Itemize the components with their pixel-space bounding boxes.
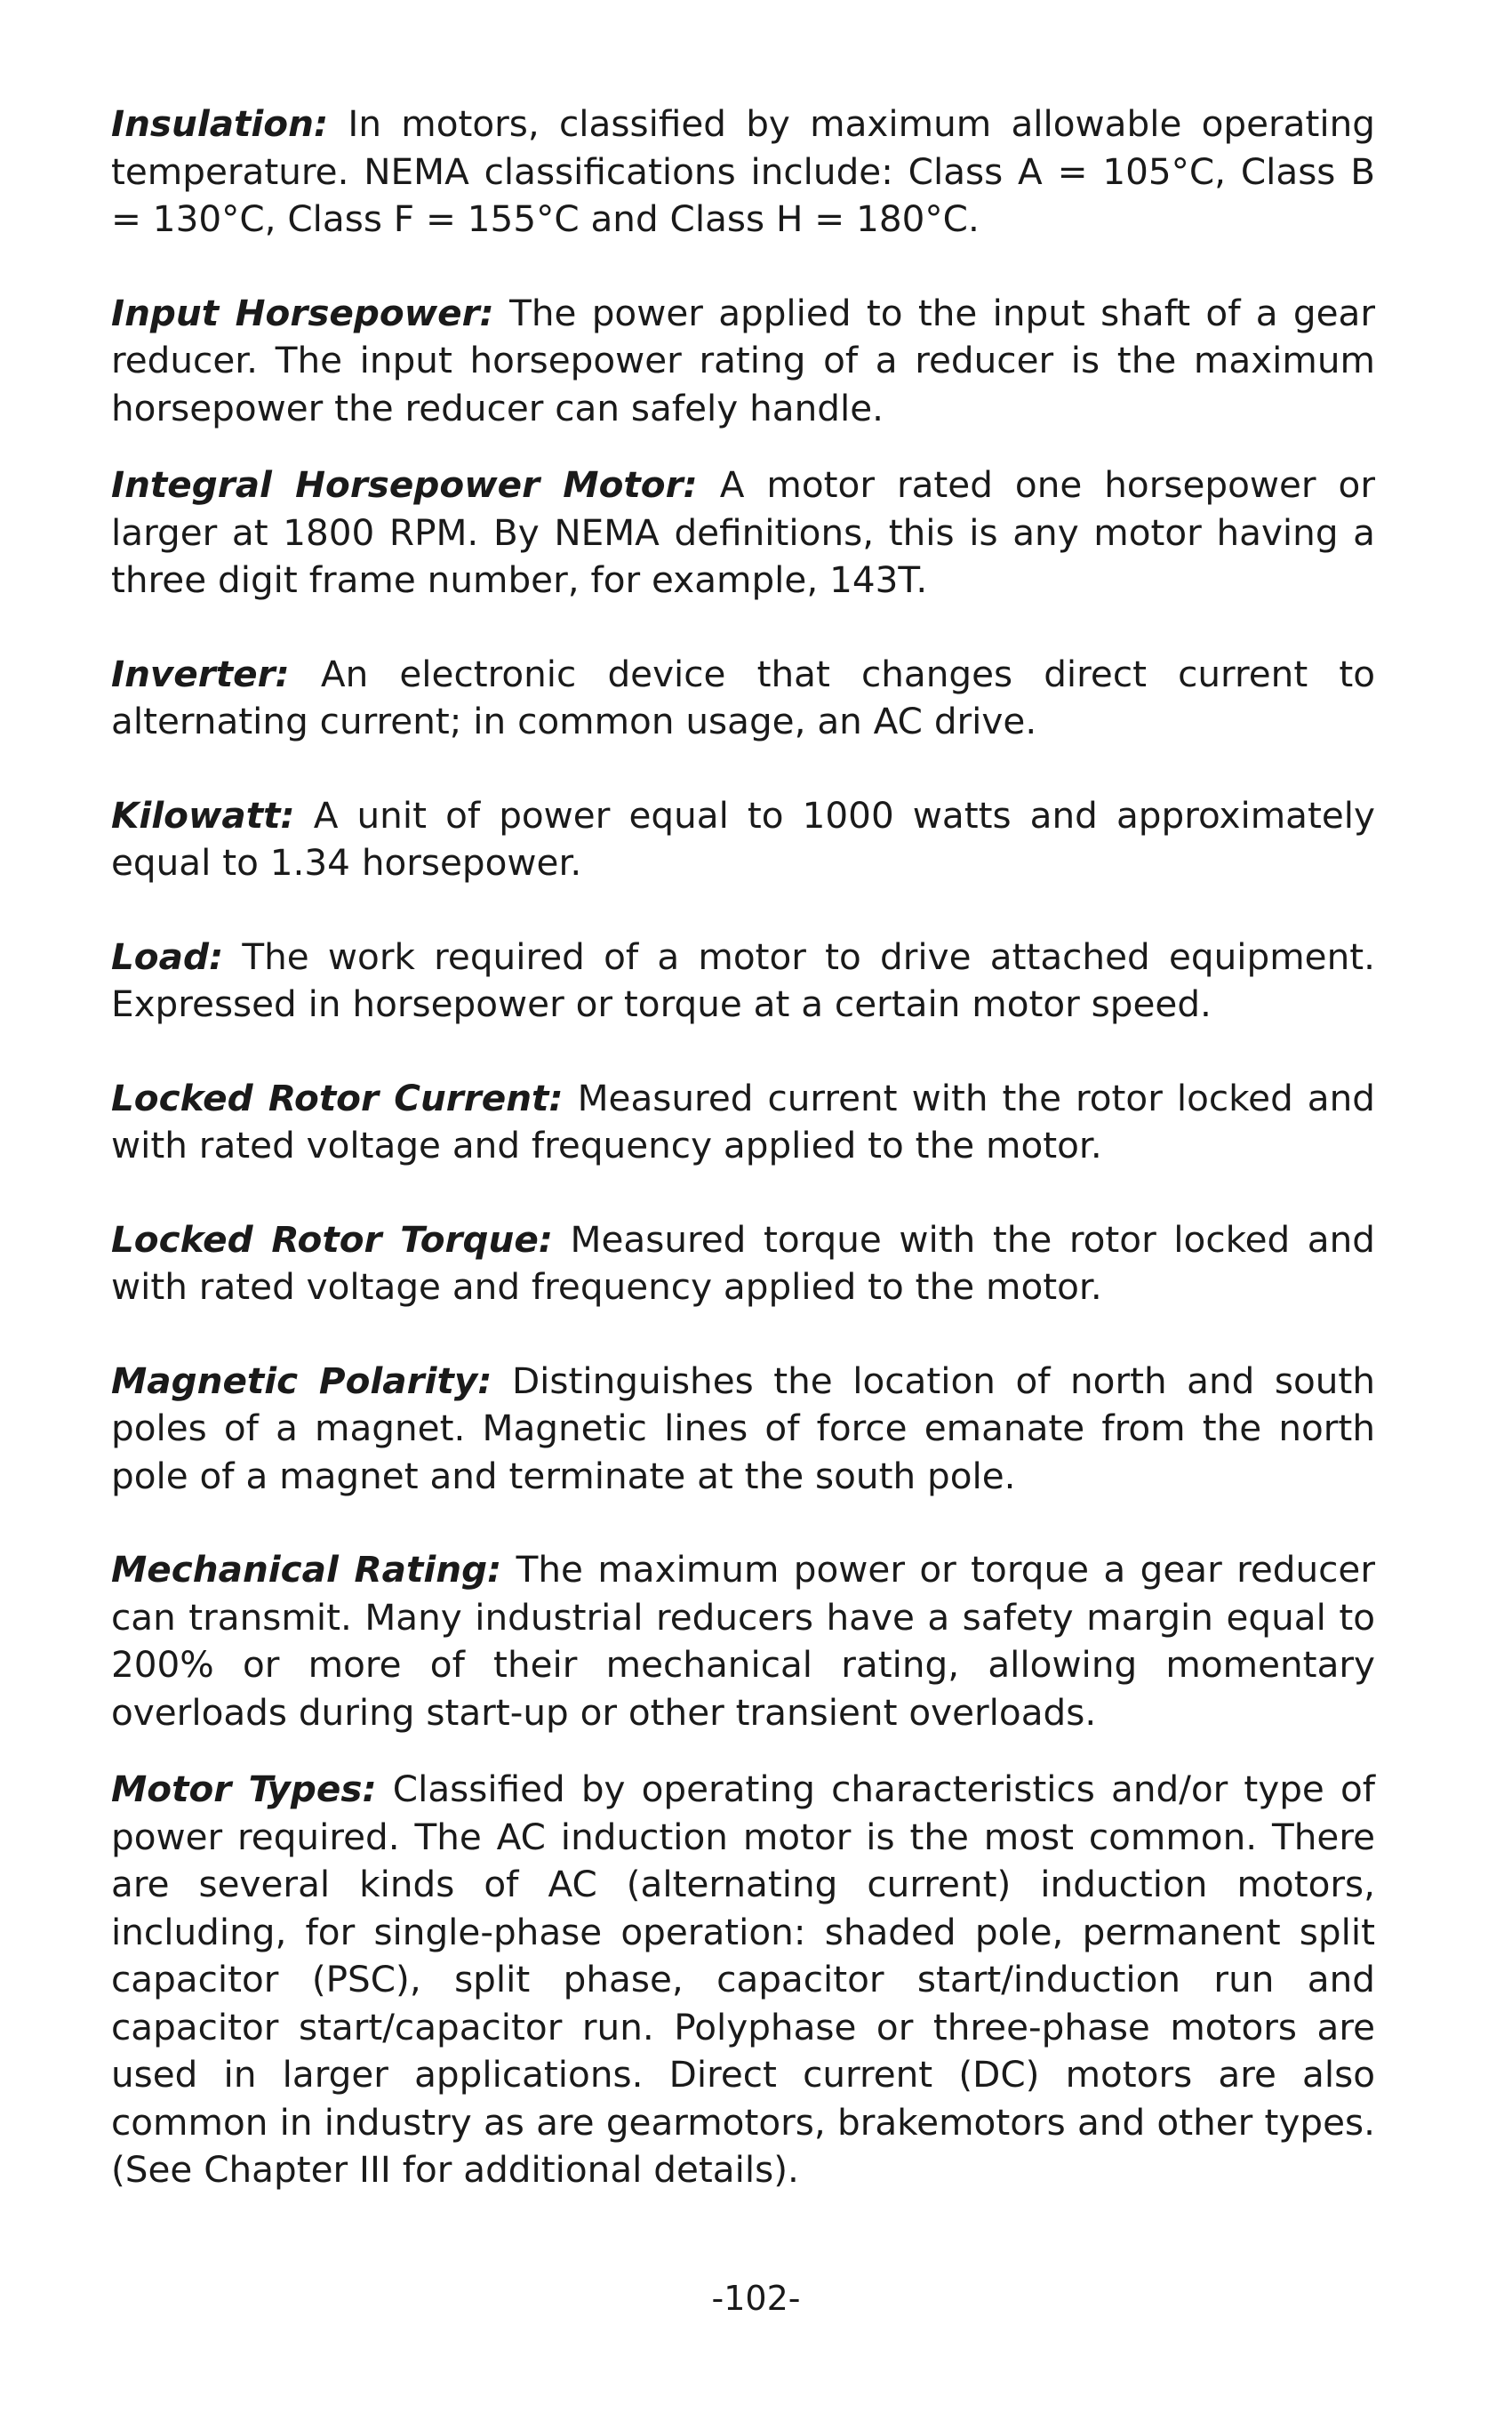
glossary-entry-locked-rotor-current xyxy=(111,1075,1375,1170)
glossary-term: Locked Rotor Torque: xyxy=(111,1217,553,1261)
glossary-entry-mechanical-rating xyxy=(111,1546,1375,1736)
glossary-definition: A unit of power equal to 1000 watts and approximately equal to 1.34 horsepower. xyxy=(111,793,1375,884)
glossary-definition: Measured current with the rotor locked and with rated voltage and frequency applied to the motor. xyxy=(111,1076,1376,1166)
glossary-entry-integral-horsepower-motor xyxy=(111,461,1375,605)
glossary-term: Magnetic Polarity: xyxy=(111,1359,492,1402)
glossary-term: Motor Types: xyxy=(111,1768,377,1810)
glossary-entry-kilowatt xyxy=(111,792,1375,887)
glossary-definition: The work required of a motor to drive attached equipment. Expressed in horsepower or torque at a certain motor speed. xyxy=(111,934,1375,1025)
glossary-term: Insulation: xyxy=(111,102,329,145)
glossary-definition: An electronic device that changes direct current to alternating current; in common usage, an AC drive. xyxy=(111,652,1375,742)
glossary-definition: Distinguishes the location of north and south poles of a magnet. Magnetic lines of force emanate from the north pole of a magnet and terminate at the south pole. xyxy=(111,1359,1375,1497)
glossary-definition: The power applied to the input shaft of a gear reducer. The input horsepower rating of a reducer is the maximum horsepower the reducer can safely handle. xyxy=(111,291,1375,429)
glossary-entry-input-horsepower xyxy=(111,290,1375,433)
glossary-definition: The maximum power or torque a gear reducer can transmit. Many industrial reducers have a safety margin equal to 200% or more of their mechanical rating, allowing momentary overloads during start-up or other transient overloads. xyxy=(111,1548,1375,1734)
glossary-term: Integral Horsepower Motor: xyxy=(111,463,698,506)
glossary-entry-inverter xyxy=(111,651,1375,746)
glossary-term: Locked Rotor Current: xyxy=(111,1076,564,1119)
glossary-entry-load xyxy=(111,934,1375,1029)
glossary-term: Inverter: xyxy=(111,652,290,695)
glossary-term: Kilowatt: xyxy=(111,793,295,837)
glossary-entry-insulation xyxy=(111,100,1375,244)
glossary-definition: In motors, classified by maximum allowable operating temperature. NEMA classifications include: Class A = 105°C, Class B = 130°C, Class F = 155°C and Class H = 180°C. xyxy=(111,102,1375,240)
glossary-definition: Measured torque with the rotor locked and with rated voltage and frequency applied to the motor. xyxy=(111,1217,1375,1308)
glossary-definition: Classified by operating characteristics and/or type of power required. The AC induction motor is the most common. There are several kinds of AC (alternating current) induction motors, including, for single-phase operation: shaded pole, permanent split capacitor (PSC), split phase, capacitor start/induction run and capacitor start/capacitor run. Polyphase or three-phase motors are used in larger applications. Direct current (DC) motors are also common in industry as are gearmotors, brakemotors and other types. (See Chapter III for additional details). xyxy=(111,1768,1375,2191)
glossary-entry-motor-types xyxy=(111,1766,1375,2194)
glossary-entry-magnetic-polarity xyxy=(111,1358,1375,1501)
glossary-term: Mechanical Rating: xyxy=(111,1548,502,1591)
page-number: -102- xyxy=(711,2279,801,2318)
glossary-page xyxy=(111,100,1375,2194)
glossary-term: Load: xyxy=(111,934,224,978)
glossary-term: Input Horsepower: xyxy=(111,291,494,334)
glossary-entry-locked-rotor-torque xyxy=(111,1216,1375,1311)
glossary-definition: A motor rated one horsepower or larger at 1800 RPM. By NEMA definitions, this is any motor having a three digit frame number, for example, 143T. xyxy=(111,463,1375,601)
